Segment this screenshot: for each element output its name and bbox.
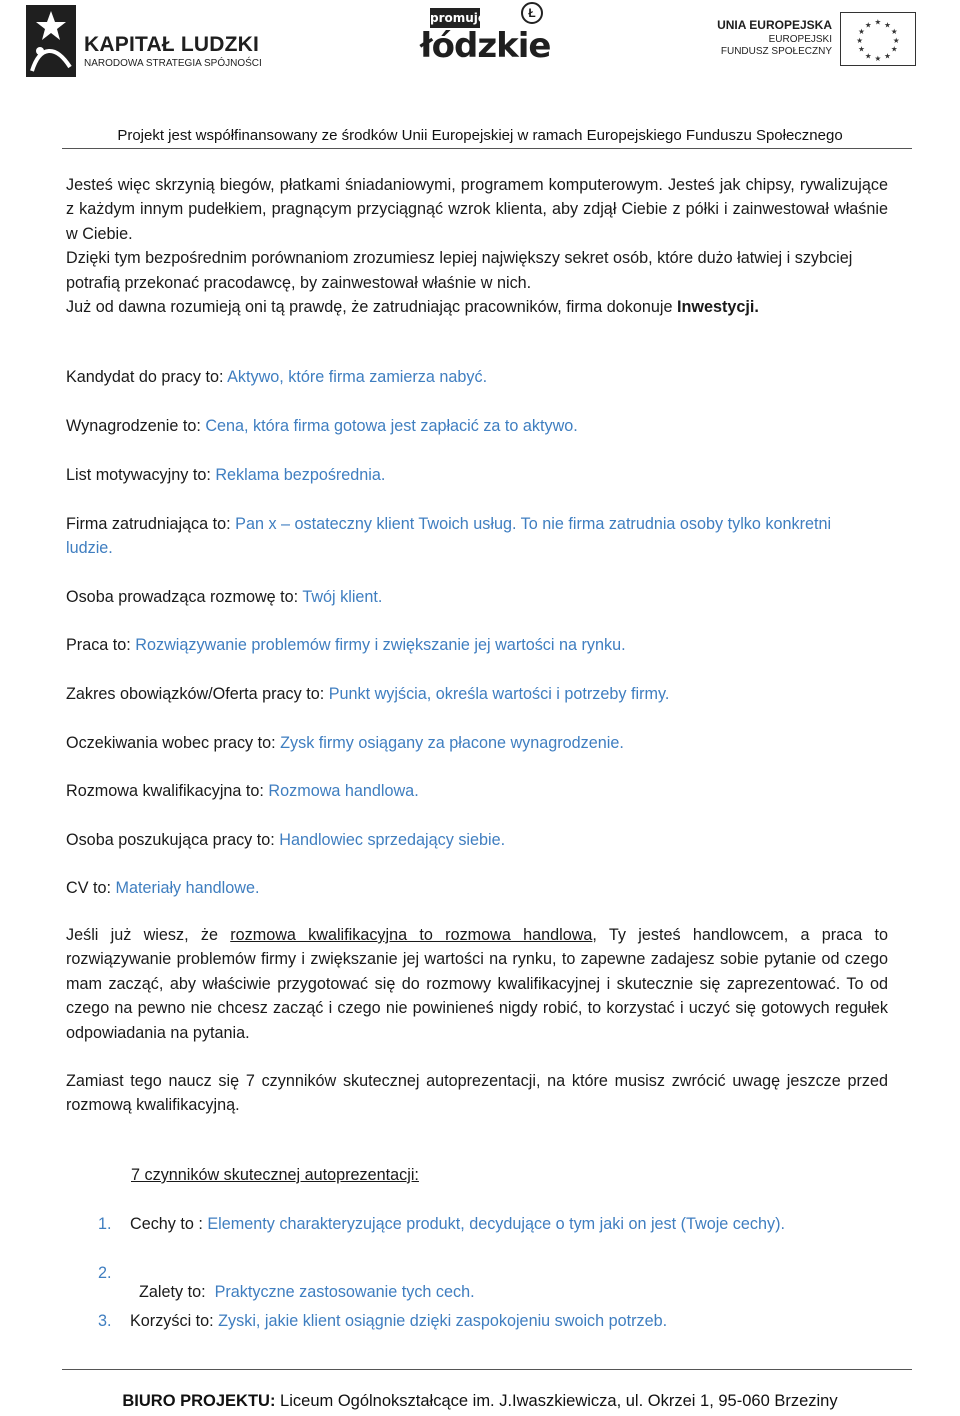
body-paragraph-1-underlined: rozmowa kwalifikacyjna to rozmowa handlowa bbox=[230, 926, 593, 944]
svg-text:★: ★ bbox=[864, 20, 872, 30]
definition-meaning: Punkt wyjścia, określa wartości i potrzeby firmy. bbox=[328, 685, 670, 703]
definition-item bbox=[66, 512, 866, 561]
eu-line-2: EUROPEJSKI bbox=[768, 34, 832, 45]
eu-line-1: UNIA EUROPEJSKA bbox=[717, 18, 832, 32]
intro-paragraph-2: Dzięki tym bezpośrednim porównaniom zrozumiesz lepiej największy sekret osób, które dużo łatwiej i szybciej potrafią przekonać pracodawcę, by zainwestował właśnie w nich. bbox=[66, 249, 853, 292]
svg-text:★: ★ bbox=[884, 20, 892, 30]
svg-text:★: ★ bbox=[884, 51, 892, 61]
footer-label: BIURO PROJEKTU: bbox=[122, 1392, 276, 1410]
promuje-lodzkie-logo bbox=[416, 2, 551, 72]
body-paragraph-2: Zamiast tego naucz się 7 czynników skutecznej autoprezentacji, na które musisz zwrócić uwagę jeszcze przed rozmową kwalifikacyjną. bbox=[66, 1072, 888, 1115]
intro-paragraph-3-text: Już od dawna rozumieją oni tą prawdę, że zatrudniając pracowników, firma dokonuje bbox=[66, 298, 677, 317]
definition-meaning: Aktywo, które firma zamierza nabyć. bbox=[227, 368, 488, 386]
definition-term: Kandydat do pracy to: bbox=[66, 368, 228, 386]
kapital-ludzki-title: KAPITAŁ LUDZKI bbox=[84, 33, 260, 56]
factor-item bbox=[130, 1312, 930, 1331]
svg-text:★: ★ bbox=[890, 27, 898, 37]
intro-section bbox=[66, 173, 888, 319]
factor-term: Cechy to : bbox=[130, 1215, 208, 1233]
svg-text:★: ★ bbox=[890, 44, 898, 54]
definition-meaning: Cena, która firma gotowa jest zapłacić za to aktywo. bbox=[205, 417, 578, 435]
definition-meaning: Handlowiec sprzedający siebie. bbox=[279, 831, 506, 849]
promuje-label: promuje bbox=[430, 8, 480, 28]
definition-meaning: Rozwiązywanie problemów firmy i zwiększanie jej wartości na rynku. bbox=[135, 636, 626, 654]
definition-term: Wynagrodzenie to: bbox=[66, 417, 206, 435]
factor-meaning: Zyski, jakie klient osiągnie dzięki zaspokojeniu swoich potrzeb. bbox=[218, 1312, 668, 1330]
definition-item bbox=[66, 414, 888, 438]
svg-text:★: ★ bbox=[858, 44, 866, 54]
definition-item bbox=[66, 876, 888, 900]
body-paragraph-1 bbox=[66, 923, 888, 1045]
page-header bbox=[0, 0, 960, 144]
definition-item bbox=[66, 779, 888, 803]
definition-term: Rozmowa kwalifikacyjna to: bbox=[66, 782, 269, 800]
factor-meaning: Elementy charakteryzujące produkt, decydujące o tym jaki on jest (Twoje cechy). bbox=[207, 1215, 785, 1233]
definition-term: Firma zatrudniająca to: bbox=[66, 515, 236, 533]
definition-meaning: Reklama bezpośrednia. bbox=[215, 466, 386, 484]
svg-text:★: ★ bbox=[864, 51, 872, 61]
definition-meaning: Pan x – ostateczny klient Twoich usług. To nie firma zatrudnia osoby tylko konkretni ludzie. bbox=[66, 515, 832, 558]
header-divider bbox=[62, 148, 912, 149]
definition-item bbox=[66, 585, 888, 609]
svg-text:★: ★ bbox=[892, 35, 900, 45]
definition-meaning: Rozmowa handlowa. bbox=[268, 782, 419, 800]
intro-paragraph-3-bold: Inwestycji. bbox=[676, 298, 759, 317]
eu-line-3: FUNDUSZ SPOŁECZNY bbox=[720, 46, 832, 57]
definition-meaning: Materiały handlowe. bbox=[115, 879, 260, 897]
footer-divider bbox=[62, 1369, 912, 1370]
definition-item bbox=[66, 365, 888, 389]
body-paragraph-1-rest: , Ty jesteś handlowcem, a praca to rozwiązywanie problemów firmy i zwiększanie jej wartości na rynku, to zapewne zadajesz sobie pytanie od czego mam zacząć, aby właściwie przygotować się do rozmowy kwalifikacyjnej i skutecznie się zaprezentować. To od czego na pewno nie chcesz zacząć i czego nie powinieneś nigdy robić, to korzystać i uczyć się gotowych regułek odpowiadania na pytania. bbox=[66, 926, 888, 1042]
definition-item bbox=[66, 682, 888, 706]
factor-term: Zalety to: bbox=[139, 1283, 215, 1301]
intro-paragraph-1: Jesteś więc skrzynią biegów, płatkami śniadaniowymi, programem komputerowym. Jesteś jak chipsy, rywalizujące z każdym innym pudełkiem, pragnącym przyciągnąć wzrok klienta, aby zdjął Ciebie z półki i zainwestował właśnie w Ciebie. bbox=[66, 176, 888, 243]
definition-meaning: Zysk firmy osiągany za płacone wynagrodzenie. bbox=[280, 734, 624, 752]
factor-item bbox=[130, 1215, 930, 1234]
factor-meaning: Praktyczne zastosowanie tych cech. bbox=[214, 1283, 475, 1301]
definition-meaning: Twój klient. bbox=[302, 588, 383, 606]
definition-item bbox=[66, 463, 888, 487]
svg-text:★: ★ bbox=[874, 17, 882, 27]
factor-number: 1. bbox=[98, 1215, 112, 1233]
svg-text:★: ★ bbox=[856, 35, 864, 45]
footer-address: Liceum Ogólnokształcące im. J.Iwaszkiewicza, ul. Okrzei 1, 95-060 Brzeziny bbox=[275, 1392, 838, 1410]
kapital-ludzki-logo bbox=[26, 5, 286, 77]
cofinancing-note: Projekt jest współfinansowany ze środków Unii Europejskiej w ramach Europejskiego Funduszu Społecznego bbox=[117, 127, 843, 144]
intro-paragraph-3 bbox=[66, 295, 888, 319]
definition-term: Osoba prowadząca rozmowę to: bbox=[66, 588, 303, 606]
lodzkie-badge-icon: Ł bbox=[521, 2, 543, 24]
factor-item bbox=[130, 1264, 930, 1302]
eu-logo bbox=[717, 12, 916, 70]
factor-number: 3. bbox=[98, 1312, 112, 1330]
definition-item bbox=[66, 633, 888, 657]
definition-term: Oczekiwania wobec pracy to: bbox=[66, 734, 281, 752]
definition-term: Osoba poszukująca pracy to: bbox=[66, 831, 280, 849]
svg-text:★: ★ bbox=[858, 27, 866, 37]
factors-heading: 7 czynników skutecznej autoprezentacji: bbox=[131, 1166, 419, 1184]
definition-term: List motywacyjny to: bbox=[66, 466, 216, 484]
factor-term: Korzyści to: bbox=[130, 1312, 219, 1330]
definition-term: Praca to: bbox=[66, 636, 136, 654]
lodzkie-label: łódzkie bbox=[420, 26, 551, 66]
eu-flag-icon bbox=[840, 12, 916, 66]
kapital-ludzki-emblem-icon bbox=[26, 5, 76, 77]
kapital-ludzki-subtitle: NARODOWA STRATEGIA SPÓJNOŚCI bbox=[84, 58, 262, 69]
definition-item bbox=[66, 828, 888, 852]
body-paragraph-1-start: Jeśli już wiesz, że bbox=[66, 926, 231, 944]
definition-term: CV to: bbox=[66, 879, 116, 897]
svg-text:★: ★ bbox=[874, 54, 882, 64]
definition-term: Zakres obowiązków/Oferta pracy to: bbox=[66, 685, 329, 703]
page-footer bbox=[0, 1392, 960, 1411]
definition-item bbox=[66, 731, 888, 755]
factor-number: 2. bbox=[98, 1264, 112, 1282]
